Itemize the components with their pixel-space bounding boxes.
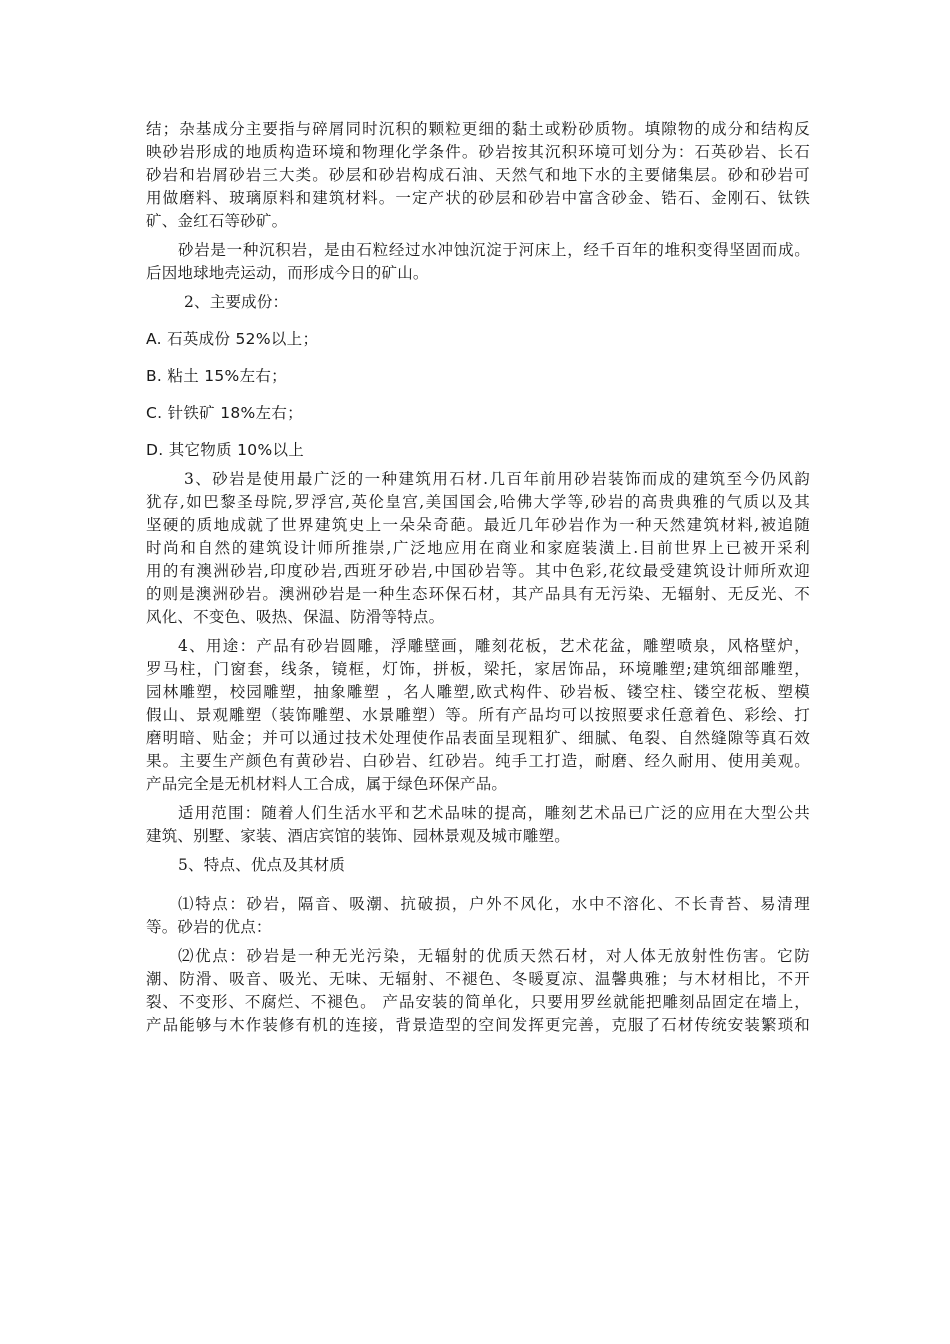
text-line: 砂岩是一种沉积岩，是由石粒经过水冲蚀沉淀于河床上，经千百年的堆积变得坚固而成。 [178, 241, 810, 259]
text-line: 用做磨料、玻璃原料和建筑材料。一定产状的砂层和砂岩中富含砂金、锆石、金刚石、钛铁 [146, 189, 810, 207]
text-line: 罗马柱，门窗套，线条，镜框，灯饰，拼板，梁托，家居饰品，环境雕塑;建筑细部雕塑， [146, 660, 810, 678]
paragraph-uses [146, 635, 810, 796]
text-line: 园林雕塑，校园雕塑，抽象雕塑 ，名人雕塑,欧式构件、砂岩板、镂空柱、镂空花板、塑模 [146, 683, 810, 701]
section-heading-features: 5、特点、优点及其材质 [178, 856, 346, 874]
text-line: ⑴特点：砂岩，隔音、吸潮、抗破损，户外不风化，水中不溶化、不长青苔、易清理 [178, 895, 810, 913]
text-line: 产品完全是无机材料人工合成，属于绿色环保产品。 [146, 775, 508, 793]
text-line: 果。主要生产颜色有黄砂岩、白砂岩、红砂岩。纯手工打造，耐磨、经久耐用、使用美观。 [146, 752, 810, 770]
composition-item-c: C. 针铁矿 18%左右； [146, 404, 303, 422]
composition-item-b: B. 粘土 15%左右； [146, 367, 287, 385]
text-line: 后因地球地壳运动，而形成今日的矿山。 [146, 264, 429, 282]
text-line: 风化、不变色、吸热、保温、防滑等特点。 [146, 608, 445, 626]
text-line: 用的有澳洲砂岩,印度砂岩,西班牙砂岩,中国砂岩等。其中色彩,花纹最受建筑设计师所欢迎 [146, 562, 810, 580]
paragraph-building-stone [146, 468, 810, 629]
text-line: ⑵优点：砂岩是一种无光污染，无辐射的优质天然石材，对人体无放射性伤害。它防 [178, 947, 810, 965]
text-line: 假山、景观雕塑（装饰雕塑、水景雕塑）等。所有产品均可以按照要求任意着色、彩绘、打 [146, 706, 810, 724]
text-line: 产品能够与木作装修有机的连接，背景造型的空间发挥更完善，克服了石材传统安装繁琐和 [146, 1016, 810, 1034]
text-line: 砂岩和岩屑砂岩三大类。砂层和砂岩构成石油、天然气和地下水的主要储集层。砂和砂岩可 [146, 166, 810, 184]
text-line: 磨明暗、贴金；并可以通过技术处理使作品表面呈现粗犷、细腻、龟裂、自然缝隙等真石效 [146, 729, 810, 747]
text-line: 的则是澳洲砂岩。澳洲砂岩是一种生态环保石材，其产品具有无污染、无辐射、无反光、不 [146, 585, 810, 603]
section-heading-main-composition: 2、主要成份： [184, 293, 289, 311]
text-line: 适用范围：随着人们生活水平和艺术品味的提高，雕刻艺术品已广泛的应用在大型公共 [178, 804, 810, 822]
text-line: 裂、不变形、不腐烂、不褪色。 产品安装的简单化，只要用罗丝就能把雕刻品固定在墙上， [146, 993, 810, 1011]
text-line: 时尚和自然的建筑设计师所推崇,广泛地应用在商业和家庭装潢上.目前世界上已被开采利 [146, 539, 810, 557]
text-line: 矿、金红石等砂矿。 [146, 212, 288, 230]
text-line: 犹存,如巴黎圣母院,罗浮宫,英伦皇宫,美国国会,哈佛大学等,砂岩的高贵典雅的气质以及其 [146, 493, 810, 511]
text-line: 坚硬的质地成就了世界建筑史上一朵朵奇葩。最近几年砂岩作为一种天然建筑材料,被追随 [146, 516, 810, 534]
paragraph-features [146, 893, 810, 939]
composition-list [146, 328, 810, 462]
text-line: 4、用途：产品有砂岩圆雕，浮雕壁画，雕刻花板，艺术花盆，雕塑喷泉，风格壁炉， [178, 637, 810, 655]
paragraph-advantages [146, 945, 810, 1037]
text-line: 建筑、别墅、家装、酒店宾馆的装饰、园林景观及城市雕塑。 [146, 827, 570, 845]
document-page [146, 118, 810, 1037]
composition-item-a: A. 石英成份 52%以上； [146, 330, 319, 348]
text-line: 映砂岩形成的地质构造环境和物理化学条件。砂岩按其沉积环境可划分为：石英砂岩、长石 [146, 143, 810, 161]
text-line: 等。砂岩的优点： [146, 918, 272, 936]
paragraph-sandstone-composition [146, 118, 810, 233]
text-line: 潮、防滑、吸音、吸光、无味、无辐射、不褪色、冬暖夏凉、温馨典雅；与木材相比，不开 [146, 970, 810, 988]
paragraph-sandstone-formation [146, 239, 810, 285]
text-line: 3、砂岩是使用最广泛的一种建筑用石材.几百年前用砂岩装饰而成的建筑至今仍风韵 [184, 470, 810, 488]
paragraph-application-scope [146, 802, 810, 848]
text-line: 结；杂基成分主要指与碎屑同时沉积的颗粒更细的黏土或粉砂质物。填隙物的成分和结构反 [146, 120, 810, 138]
composition-item-d: D. 其它物质 10%以上 [146, 441, 305, 459]
